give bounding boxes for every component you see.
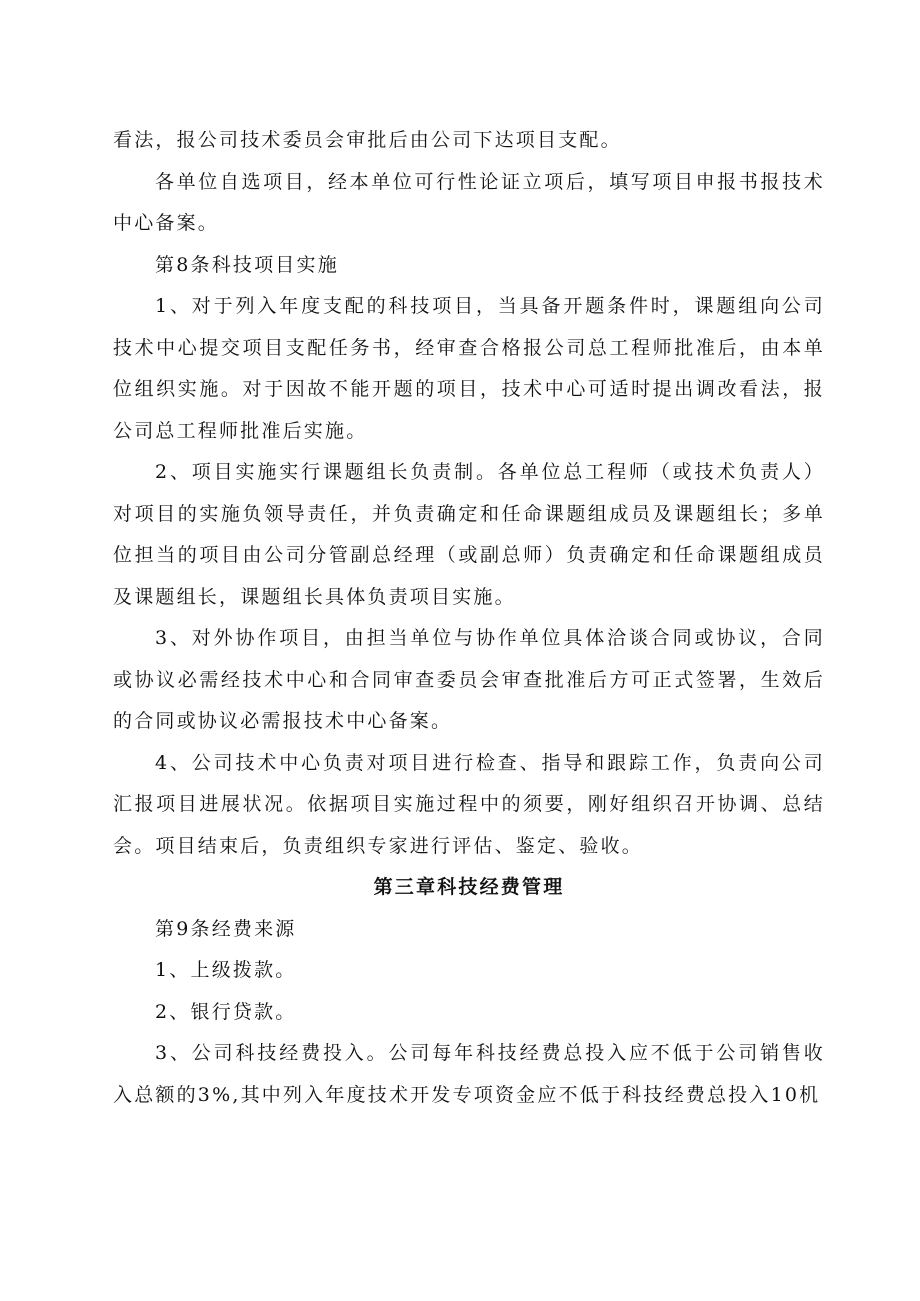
article-8-item-2: 2、项目实施实行课题组长负责制。各单位总工程师（或技术负责人）对项目的实施负领导责任，并负责确定和任命课题组成员及课题组长；多单位担当的项目由公司分管副总经理（或副总师）负责确定和任命课题组成员及课题组长，课题组长具体负责项目实施。 xyxy=(113,461,825,608)
chapter-heading: 第三章科技经费管理 xyxy=(373,876,565,898)
article-9-item-3: 3、公司科技经费投入。公司每年科技经费总投入应不低于公司销售收入总额的3%,其中列入年度技术开发专项资金应不低于科技经费总投入10机 xyxy=(113,1042,825,1106)
article-9-title: 第9条经费来源 xyxy=(155,917,297,940)
paragraph-self-selected-projects: 各单位自选项目，经本单位可行性论证立项后，填写项目申报书报技术中心备案。 xyxy=(113,170,825,234)
article-9-item-2: 2、银行贷款。 xyxy=(155,1000,297,1023)
article-8-item-1: 1、对于列入年度支配的科技项目，当具备开题条件时，课题组向公司技术中心提交项目支配任务书，经审查合格报公司总工程师批准后，由本单位组织实施。对于因故不能开题的项目，技术中心可适时提出调改看法，报公司总工程师批准后实施。 xyxy=(113,295,825,442)
article-9-item-1: 1、上级拨款。 xyxy=(155,959,297,981)
article-8-item-4: 4、公司技术中心负责对项目进行检查、指导和跟踪工作，负责向公司汇报项目进展状况。依据项目实施过程中的须要，刚好组织召开协调、总结会。项目结束后，负责组织专家进行评估、鉴定、验收。 xyxy=(113,751,825,857)
article-8-item-3: 3、对外协作项目，由担当单位与协作单位具体洽谈合同或协议，合同或协议必需经技术中心和合同审查委员会审查批准后方可正式签署，生效后的合同或协议必需报技术中心备案。 xyxy=(113,627,825,732)
article-8-title: 第8条科技项目实施 xyxy=(155,253,339,276)
paragraph-continuation: 看法，报公司技术委员会审批后由公司下达项目支配。 xyxy=(113,129,622,151)
document-body xyxy=(113,120,825,1116)
